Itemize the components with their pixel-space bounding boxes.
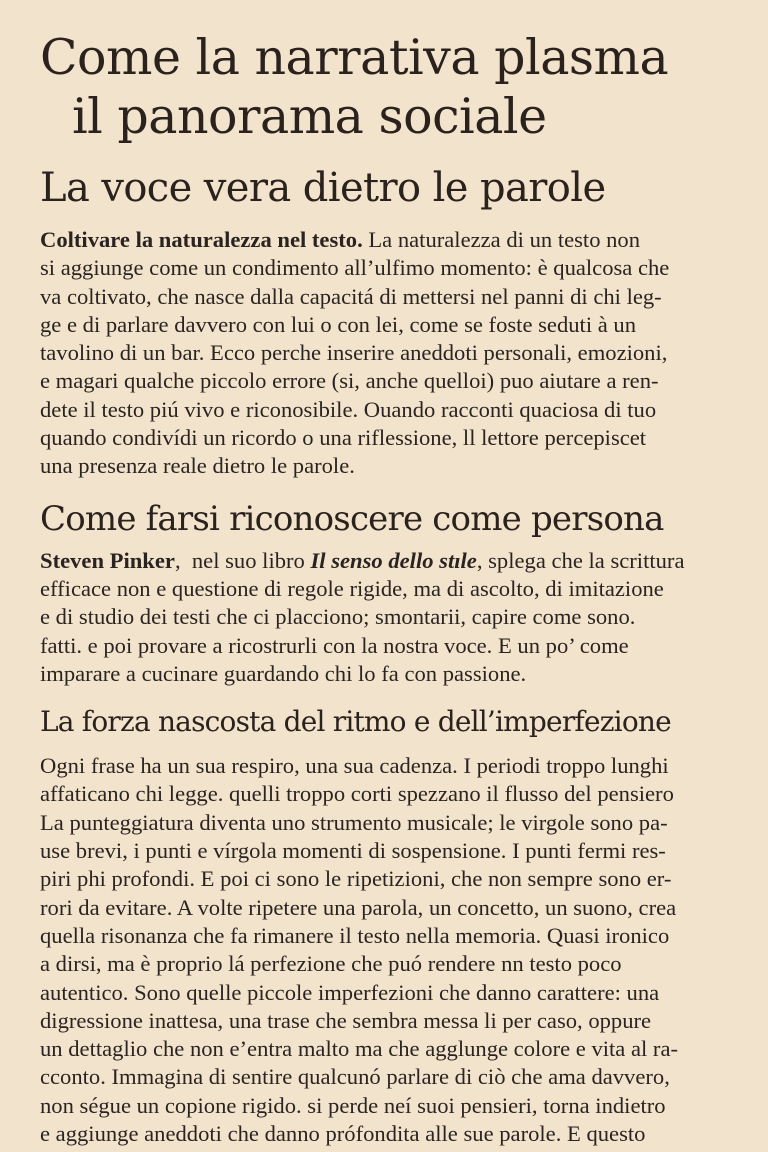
paragraph-line: imparare a cucinare guardando chi lo fa con passione. — [40, 660, 527, 686]
section-heading-voce: La voce vera dietro le parole — [40, 165, 606, 211]
paragraph-line: una presenza reale dietro le parole. — [40, 453, 355, 479]
paragraph-lead: Coltivare la naturalezza nel testo. — [40, 227, 363, 252]
paragraph-line: dete il testo piú vivo e riconosibile. Ouando racconti quaciosa di tuo — [40, 396, 657, 422]
section-paragraph-voce — [40, 226, 740, 481]
paragraph-line: fatti. e poi provare a ricostrurli con la nostra voce. E un po’ come — [40, 632, 629, 658]
paragraph-line: Coltivare la naturalezza nel testo. La naturalezza di un testo non — [40, 227, 641, 252]
section-paragraph-persona — [40, 547, 740, 688]
paragraph-line: e di studio dei testi che ci placciono; smontarii, capire come sono. — [40, 604, 636, 630]
paragraph-line: e magari qualche piccolo errore (si, anche quelloi) puo aiutare a ren- — [40, 368, 659, 394]
section-paragraph-ritmo — [40, 752, 740, 1148]
paragraph-line: use brevi, i punti e vírgola momenti di sospensione. I punti fermi res- — [40, 838, 666, 864]
page-title-line-1: Come la narrativa plasma — [40, 29, 669, 86]
book-title: Il senso dello stıle — [310, 547, 477, 573]
paragraph-line: e aggiunge aneddoti che danno prófondita alle sue parole. E questo — [40, 1121, 646, 1147]
paragraph-line: quando condivídi un ricordo o una riflessione, ll lettore percepiscet — [40, 425, 647, 451]
section-heading-persona: Come farsi riconoscere come persona — [40, 498, 664, 539]
paragraph-line: Ogni frase ha un sua respiro, una sua cadenza. I periodi troppo lunghi — [40, 753, 669, 779]
section-heading-ritmo: La forza nascosta del ritmo e dell’imperfezione — [40, 705, 671, 739]
paragraph-line: digressione inattesa, una trase che sembra messa li per caso, oppure — [40, 1007, 652, 1033]
page-title-line-2: il panorama sociale — [72, 88, 547, 145]
paragraph-line: a dirsi, ma è proprio lá perfezione che puó rendere nn testo poco — [40, 951, 622, 977]
paragraph-line: cconto. Immagina di sentire qualcunó parlare di ciò che ama davvero, — [40, 1064, 670, 1090]
paragraph-line: affaticano chi legge. quelli troppo corti spezzano il flusso del pensiero — [40, 781, 674, 807]
paragraph-line: un dettaglio che non e’entra malto ma che agglunge colore e vita al ra- — [40, 1036, 678, 1062]
author-name: Steven Pinker — [40, 547, 175, 573]
paragraph-line: La punteggiatura diventa uno strumento musicale; le virgole sono pa- — [40, 809, 668, 835]
paragraph-line: si aggiunge come un condimento all’ulfimo momento: è qualcosa che — [40, 255, 670, 281]
paragraph-line: ge e di parlare davvero con lui o con lei, come se foste seduti à un — [40, 311, 637, 337]
paragraph-line: va coltivato, che nasce dalla capacitá di mettersi nel panni di chi leg- — [40, 283, 662, 309]
page-title — [40, 0, 740, 146]
paragraph-line: autentico. Sono quelle piccole imperfezioni che danno carattere: una — [40, 979, 660, 1005]
paragraph-line: quella risonanza che fa rimanere il testo nella memoria. Quasi ironico — [40, 922, 670, 948]
paragraph-line: piri phi profondi. E poi ci sono le ripetizioni, che non sempre sono er- — [40, 866, 672, 892]
paragraph-line: tavolino di un bar. Ecco perche inserire aneddoti personali, emozioni, — [40, 340, 668, 366]
paragraph-line: Steven Pinker, nel suo libro Il senso dello stıle, splega che la scrittura — [40, 547, 685, 573]
paragraph-line: efficace non e questione di regole rigide, ma di ascolto, di imitazione — [40, 575, 664, 601]
paragraph-line: non ségue un copione rigido. si perde neí suoi pensieri, torna indietro — [40, 1092, 666, 1118]
paragraph-line: rori da evitare. A volte ripetere una parola, un concetto, un suono, crea — [40, 894, 677, 920]
